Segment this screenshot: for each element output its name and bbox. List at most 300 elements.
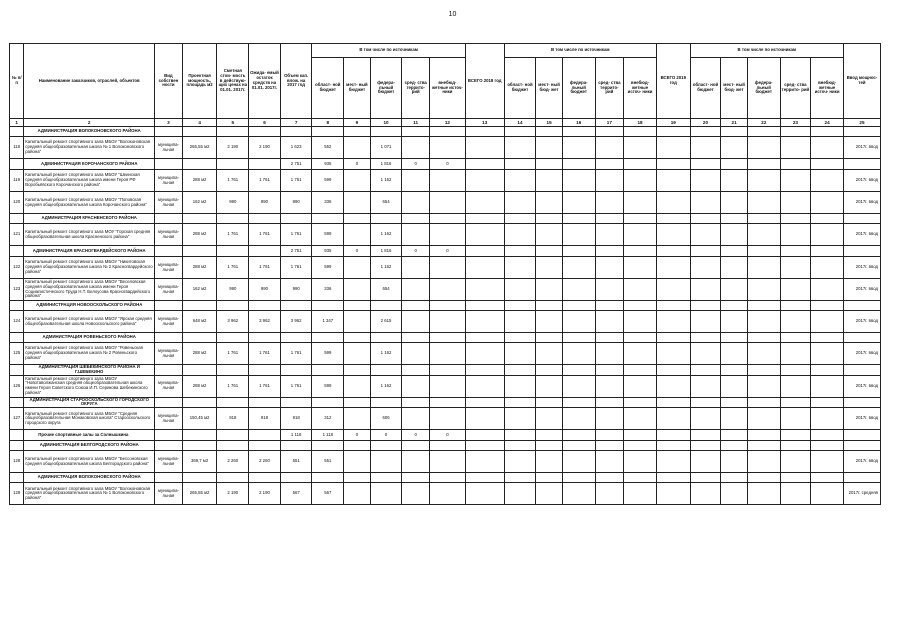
empty-cell [504, 483, 536, 505]
column-number: 17 [595, 119, 624, 127]
extrabudgetary [429, 408, 465, 430]
empty-cell [747, 441, 780, 451]
column-number: 1 [10, 119, 24, 127]
empty-cell [536, 483, 563, 505]
empty-cell [10, 301, 24, 311]
column-number: 14 [504, 119, 536, 127]
empty-cell [721, 441, 748, 451]
header-regional-budget: област- ной бюджет [690, 58, 721, 119]
empty-cell [624, 279, 657, 301]
empty-cell [10, 441, 24, 451]
local-budget [344, 451, 371, 473]
empty-cell [721, 451, 748, 473]
empty-cell [624, 451, 657, 473]
estimated-cost: 918 [217, 408, 249, 430]
capacity: 288 м2 [182, 257, 217, 279]
investment-2017: 2 751 [280, 159, 312, 170]
header-name: Наименование заказчиков, отраслей, объектов [24, 44, 155, 119]
empty-cell [811, 397, 844, 408]
empty-cell [562, 137, 595, 159]
header-regional-budget: област- ной бюджет [312, 58, 344, 119]
empty-cell [182, 301, 217, 311]
empty-cell [155, 301, 183, 311]
empty-cell [721, 127, 748, 137]
empty-cell [217, 301, 249, 311]
ownership: муниципа- льная [155, 279, 183, 301]
empty-cell [811, 408, 844, 430]
empty-cell [595, 192, 624, 214]
territory-funds [402, 311, 430, 333]
empty-cell [536, 430, 563, 441]
section-title: АДМИНИСТРАЦИЯ ШЕБЕКИНСКОГО РАЙОНА И Г.ШЕБЕКИНО [24, 365, 155, 376]
estimated-cost: 990 [217, 192, 249, 214]
object-name: Капитальный ремонт спортивного зала МБОУ "Средняя общеобразовательная Монаковская школа" Старооскольского городского округа [24, 408, 155, 430]
empty-cell [747, 451, 780, 473]
section-title: АДМИНИСТРАЦИЯ СТАРООСКОЛЬСКОГО ГОРОДСКОГО ОКРУГА [24, 397, 155, 408]
empty-cell [562, 408, 595, 430]
empty-cell [249, 333, 281, 343]
table-row [10, 483, 881, 505]
empty-cell [536, 473, 563, 483]
empty-cell [721, 192, 748, 214]
ownership: муниципа- льная [155, 483, 183, 505]
empty-cell [249, 246, 281, 257]
empty-cell [344, 127, 371, 137]
empty-cell [747, 333, 780, 343]
territory-funds [402, 279, 430, 301]
empty-cell [465, 224, 504, 246]
empty-cell [656, 343, 690, 365]
expected-remainder: 2 260 [249, 451, 281, 473]
object-name: Капитальный ремонт спортивного зала МБОУ "Новотаволжанская средняя общеобразовательная школа имени Героя Советского Союза И.П. Серикова Шебекинского района" [24, 375, 155, 397]
empty-cell [155, 127, 183, 137]
table-row [10, 170, 881, 192]
column-number: 6 [249, 119, 281, 127]
object-name: Капитальный ремонт спортивного зала МБОУ "Шеинская средняя общеобразовательная школа имени Героя РФ Воробьёвского Корочанского района" [24, 170, 155, 192]
header-extrabudgetary: внебюд- жетные источ- ники [624, 58, 657, 119]
empty-cell [562, 343, 595, 365]
empty-cell [562, 246, 595, 257]
investment-2017: 1 623 [280, 137, 312, 159]
row-number: 124 [10, 311, 24, 333]
regional-budget: 599 [312, 257, 344, 279]
empty-cell [217, 473, 249, 483]
extrabudgetary [429, 375, 465, 397]
empty-cell [780, 159, 811, 170]
commissioning: 2017г. ввод [843, 375, 880, 397]
section-row [10, 333, 881, 343]
row-number: 119 [10, 170, 24, 192]
extrabudgetary [429, 137, 465, 159]
empty-cell [465, 430, 504, 441]
header-ownership: Вид собствен ности [155, 44, 183, 119]
local-budget [344, 257, 371, 279]
header-total-2019: ВСЕГО 2019 год [656, 44, 690, 119]
capacity: 150,45 м2 [182, 408, 217, 430]
capacity: 288 м2 [182, 375, 217, 397]
empty-cell [10, 397, 24, 408]
empty-cell [536, 343, 563, 365]
empty-cell [811, 473, 844, 483]
table-row [10, 451, 881, 473]
empty-cell [811, 375, 844, 397]
column-number: 16 [562, 119, 595, 127]
empty-cell [624, 441, 657, 451]
empty-cell [465, 441, 504, 451]
empty-cell [402, 127, 430, 137]
empty-cell [465, 311, 504, 333]
empty-cell [402, 473, 430, 483]
empty-cell [843, 214, 880, 224]
section-row [10, 441, 881, 451]
empty-cell [217, 441, 249, 451]
extrabudgetary [429, 279, 465, 301]
empty-cell [811, 441, 844, 451]
empty-cell [624, 224, 657, 246]
empty-cell [843, 430, 880, 441]
empty-cell [843, 127, 880, 137]
header-territory-funds: сред- ства террито- рий [402, 58, 430, 119]
federal-budget: 0 [370, 430, 402, 441]
regional-budget: 599 [312, 375, 344, 397]
empty-cell [843, 397, 880, 408]
capacity: 648 м2 [182, 311, 217, 333]
empty-cell [690, 224, 721, 246]
empty-cell [690, 451, 721, 473]
empty-cell [429, 333, 465, 343]
capacity: 162 м2 [182, 192, 217, 214]
empty-cell [624, 343, 657, 365]
empty-cell [562, 473, 595, 483]
empty-cell [595, 343, 624, 365]
empty-cell [10, 159, 24, 170]
empty-cell [721, 333, 748, 343]
empty-cell [624, 170, 657, 192]
empty-cell [562, 214, 595, 224]
empty-cell [780, 365, 811, 376]
local-budget [344, 375, 371, 397]
column-number: 13 [465, 119, 504, 127]
empty-cell [10, 473, 24, 483]
section-title: АДМИНИСТРАЦИЯ ВОЛОКОНОВСКОГО РАЙОНА [24, 473, 155, 483]
commissioning: 2017г. ввод [843, 192, 880, 214]
empty-cell [595, 246, 624, 257]
empty-cell [562, 430, 595, 441]
empty-cell [721, 246, 748, 257]
empty-cell [504, 451, 536, 473]
empty-cell [280, 127, 312, 137]
empty-cell [504, 159, 536, 170]
header-extrabudgetary: внебюд- жетные источ- ники [811, 58, 844, 119]
empty-cell [217, 397, 249, 408]
object-name: Капитальный ремонт спортивного зала МБОУ "Волоконовская средняя общеобразовательная школа № 1 Волоконовского района" [24, 483, 155, 505]
regional-budget: 552 [312, 137, 344, 159]
header-federal-budget: федера- льный бюджет [370, 58, 402, 119]
empty-cell [595, 441, 624, 451]
table-row [10, 343, 881, 365]
empty-cell [465, 451, 504, 473]
empty-cell [624, 159, 657, 170]
territory-funds [402, 224, 430, 246]
empty-cell [747, 311, 780, 333]
empty-cell [811, 343, 844, 365]
empty-cell [504, 137, 536, 159]
empty-cell [10, 127, 24, 137]
object-name: Капитальный ремонт спортивного зала МБОУ "Волоконовская средняя общеобразовательная школа № 1 Волоконовского района" [24, 137, 155, 159]
empty-cell [656, 127, 690, 137]
empty-cell [249, 127, 281, 137]
estimated-cost: 1 761 [217, 257, 249, 279]
empty-cell [624, 365, 657, 376]
empty-cell [721, 170, 748, 192]
estimated-cost: 2 260 [217, 451, 249, 473]
empty-cell [10, 214, 24, 224]
federal-budget: 1 162 [370, 375, 402, 397]
territory-funds [402, 375, 430, 397]
empty-cell [780, 246, 811, 257]
empty-cell [721, 137, 748, 159]
empty-cell [280, 397, 312, 408]
empty-cell [536, 365, 563, 376]
empty-cell [465, 192, 504, 214]
empty-cell [780, 397, 811, 408]
empty-cell [562, 483, 595, 505]
empty-cell [780, 301, 811, 311]
empty-cell [747, 214, 780, 224]
empty-cell [504, 333, 536, 343]
empty-cell [624, 192, 657, 214]
empty-cell [811, 301, 844, 311]
extrabudgetary [429, 483, 465, 505]
ownership: муниципа- льная [155, 170, 183, 192]
empty-cell [344, 214, 371, 224]
empty-cell [562, 333, 595, 343]
empty-cell [811, 483, 844, 505]
empty-cell [690, 365, 721, 376]
empty-cell [402, 441, 430, 451]
empty-cell [536, 137, 563, 159]
empty-cell [780, 430, 811, 441]
ownership: муниципа- льная [155, 311, 183, 333]
empty-cell [811, 365, 844, 376]
empty-cell [747, 127, 780, 137]
local-budget: 0 [344, 246, 371, 257]
row-number: 118 [10, 137, 24, 159]
empty-cell [217, 430, 249, 441]
empty-cell [811, 214, 844, 224]
empty-cell [182, 159, 217, 170]
federal-budget: 2 615 [370, 311, 402, 333]
territory-funds [402, 483, 430, 505]
table-row [10, 279, 881, 301]
investment-2017: 1 761 [280, 343, 312, 365]
empty-cell [595, 408, 624, 430]
investment-2017: 990 [280, 192, 312, 214]
empty-cell [465, 333, 504, 343]
section-row [10, 214, 881, 224]
federal-budget: 1 162 [370, 257, 402, 279]
header-local-budget: мест- ный бюд- жет [536, 58, 563, 119]
empty-cell [370, 441, 402, 451]
empty-cell [312, 127, 344, 137]
investment-2017: 567 [280, 483, 312, 505]
empty-cell [249, 301, 281, 311]
estimated-cost: 1 761 [217, 170, 249, 192]
extrabudgetary [429, 224, 465, 246]
empty-cell [504, 301, 536, 311]
column-number: 9 [344, 119, 371, 127]
regional-budget: 935 [312, 246, 344, 257]
empty-cell [595, 451, 624, 473]
local-budget [344, 408, 371, 430]
empty-cell [624, 214, 657, 224]
empty-cell [312, 365, 344, 376]
empty-cell [344, 365, 371, 376]
row-number: 125 [10, 343, 24, 365]
header-territory-funds: сред- ства террито- рий [595, 58, 624, 119]
empty-cell [595, 301, 624, 311]
empty-cell [811, 127, 844, 137]
empty-cell [217, 159, 249, 170]
empty-cell [811, 333, 844, 343]
section-title: АДМИНИСТРАЦИЯ НОВООСКОЛЬСКОГО РАЙОНА [24, 301, 155, 311]
regional-budget: 312 [312, 408, 344, 430]
empty-cell [780, 375, 811, 397]
extrabudgetary [429, 311, 465, 333]
empty-cell [811, 279, 844, 301]
estimated-cost: 2 190 [217, 137, 249, 159]
section-title: АДМИНИСТРАЦИЯ ВОЛОКОНОВСКОГО РАЙОНА [24, 127, 155, 137]
commissioning: 2017г. ввод [843, 451, 880, 473]
ownership: муниципа- льная [155, 137, 183, 159]
empty-cell [656, 224, 690, 246]
empty-cell [465, 375, 504, 397]
section-row [10, 301, 881, 311]
empty-cell [624, 311, 657, 333]
empty-cell [155, 441, 183, 451]
extrabudgetary [429, 343, 465, 365]
empty-cell [182, 397, 217, 408]
empty-cell [217, 246, 249, 257]
empty-cell [721, 365, 748, 376]
empty-cell [182, 246, 217, 257]
empty-cell [217, 333, 249, 343]
empty-cell [690, 257, 721, 279]
empty-cell [504, 170, 536, 192]
empty-cell [465, 301, 504, 311]
regional-budget: 599 [312, 224, 344, 246]
expected-remainder: 990 [249, 279, 281, 301]
empty-cell [217, 214, 249, 224]
row-number: 121 [10, 224, 24, 246]
section-title: Прочие спортивные залы за Солнышкина [24, 430, 155, 441]
empty-cell [182, 430, 217, 441]
local-budget [344, 192, 371, 214]
object-name: Капитальный ремонт спортивного зала МОУ "Горская средняя общеобразовательная школа Красненского района" [24, 224, 155, 246]
federal-budget [370, 483, 402, 505]
empty-cell [656, 192, 690, 214]
empty-cell [721, 343, 748, 365]
empty-cell [843, 159, 880, 170]
empty-cell [504, 375, 536, 397]
empty-cell [402, 365, 430, 376]
header-sources-2019: В том числе по источникам [690, 44, 843, 58]
object-name: Капитальный ремонт спортивного зала МБОУ "Никитовская средняя общеобразовательная школа № 2 Красногвардейского района" [24, 257, 155, 279]
federal-budget: 654 [370, 192, 402, 214]
empty-cell [690, 159, 721, 170]
empty-cell [656, 311, 690, 333]
header-sources-2017: В том числе по источникам [312, 44, 465, 58]
empty-cell [155, 397, 183, 408]
empty-cell [370, 473, 402, 483]
empty-cell [504, 311, 536, 333]
empty-cell [595, 257, 624, 279]
empty-cell [429, 397, 465, 408]
empty-cell [465, 279, 504, 301]
row-number: 123 [10, 279, 24, 301]
empty-cell [595, 473, 624, 483]
empty-cell [780, 214, 811, 224]
empty-cell [721, 214, 748, 224]
empty-cell [595, 170, 624, 192]
empty-cell [370, 333, 402, 343]
section-title: АДМИНИСТРАЦИЯ БЕЛГОРОДСКОГО РАЙОНА [24, 441, 155, 451]
empty-cell [536, 246, 563, 257]
local-budget: 0 [344, 430, 371, 441]
expected-remainder: 2 190 [249, 137, 281, 159]
empty-cell [721, 311, 748, 333]
empty-cell [370, 214, 402, 224]
extrabudgetary [429, 170, 465, 192]
empty-cell [811, 159, 844, 170]
empty-cell [747, 170, 780, 192]
investment-2017: 990 [280, 279, 312, 301]
empty-cell [721, 257, 748, 279]
column-number: 11 [402, 119, 430, 127]
empty-cell [562, 127, 595, 137]
table-row [10, 311, 881, 333]
local-budget [344, 279, 371, 301]
empty-cell [249, 430, 281, 441]
empty-cell [780, 451, 811, 473]
empty-cell [624, 397, 657, 408]
empty-cell [811, 451, 844, 473]
empty-cell [690, 246, 721, 257]
empty-cell [595, 375, 624, 397]
column-number-row [10, 119, 881, 127]
empty-cell [536, 408, 563, 430]
column-number: 2 [24, 119, 155, 127]
empty-cell [624, 375, 657, 397]
column-number: 24 [811, 119, 844, 127]
empty-cell [465, 170, 504, 192]
section-title: АДМИНИСТРАЦИЯ КРАСНОГВАРДЕЙСКОГО РАЙОНА [24, 246, 155, 257]
header-territory-funds: сред- ства террито- рий [780, 58, 811, 119]
empty-cell [624, 246, 657, 257]
header-local-budget: мест- ный бюд- жет [721, 58, 748, 119]
section-row [10, 473, 881, 483]
empty-cell [10, 365, 24, 376]
investment-table [9, 43, 881, 505]
empty-cell [465, 397, 504, 408]
federal-budget: 654 [370, 279, 402, 301]
local-budget [344, 137, 371, 159]
column-number: 15 [536, 119, 563, 127]
empty-cell [10, 246, 24, 257]
empty-cell [465, 343, 504, 365]
empty-cell [656, 408, 690, 430]
empty-cell [536, 279, 563, 301]
